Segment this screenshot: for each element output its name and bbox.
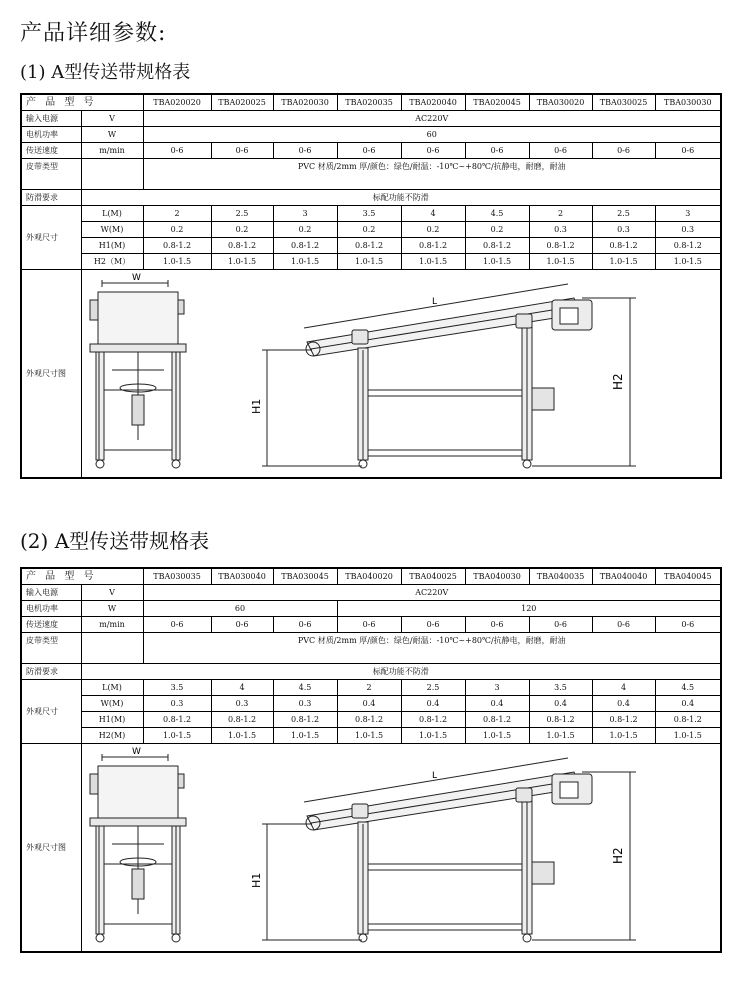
spec-table-2-block	[20, 567, 720, 953]
section-1-heading: (1) A型传送带规格表	[20, 62, 191, 83]
spec-table	[20, 93, 722, 479]
anti-slip-row	[21, 664, 721, 680]
conveyor-dimension-drawing	[82, 270, 720, 477]
model-cell: TBA020030	[273, 94, 337, 111]
model-cell: TBA020025	[211, 94, 273, 111]
dimension-row	[21, 206, 721, 222]
dimension-cell: 0.8-1.2	[337, 712, 401, 728]
length-dimension-label: L	[431, 297, 437, 307]
dimension-cell: 1.0-1.5	[273, 728, 337, 744]
dimension-cell: 1.0-1.5	[337, 728, 401, 744]
dimension-cell: 0.8-1.2	[143, 712, 211, 728]
drawing-label: 外观尺寸图	[21, 270, 81, 479]
dimension-cell: 0.2	[465, 222, 529, 238]
spec-table	[20, 567, 722, 953]
dimension-cell: 2.5	[592, 206, 655, 222]
dimension-cell: 1.0-1.5	[143, 728, 211, 744]
dimension-cell: 1.0-1.5	[401, 728, 465, 744]
dimension-row	[21, 680, 721, 696]
motor-power-label: 电机功率	[21, 127, 81, 143]
dimension-cell: 0.3	[211, 696, 273, 712]
dimension-unit: H1(M)	[81, 238, 143, 254]
dimension-unit: W(M)	[81, 696, 143, 712]
dimension-row	[21, 222, 721, 238]
dimension-cell: 0.2	[143, 222, 211, 238]
model-cell: TBA020020	[143, 94, 211, 111]
dimension-cell: 1.0-1.5	[273, 254, 337, 270]
spec-table-1-block	[20, 93, 720, 479]
speed-cell: 0-6	[465, 617, 529, 633]
model-cell: TBA020040	[401, 94, 465, 111]
model-row	[21, 94, 721, 111]
end-view-drawing	[90, 280, 186, 468]
speed-cell: 0-6	[143, 617, 211, 633]
dimension-cell: 3	[273, 206, 337, 222]
model-cell: TBA030030	[655, 94, 721, 111]
speed-cell: 0-6	[465, 143, 529, 159]
dimension-unit: W(M)	[81, 222, 143, 238]
speed-cell: 0-6	[655, 143, 721, 159]
dimension-cell: 0.8-1.2	[592, 238, 655, 254]
model-header-label: 产 品 型 号	[21, 94, 143, 111]
model-cell: TBA030045	[273, 568, 337, 585]
dimension-cell: 0.8-1.2	[273, 238, 337, 254]
dimension-cell: 1.0-1.5	[143, 254, 211, 270]
dimension-cell: 0.4	[401, 696, 465, 712]
speed-cell: 0-6	[211, 143, 273, 159]
model-cell: TBA040035	[529, 568, 592, 585]
dimension-cell: 0.8-1.2	[465, 712, 529, 728]
dimension-cell: 0.3	[273, 696, 337, 712]
speed-row	[21, 617, 721, 633]
model-header-label: 产 品 型 号	[21, 568, 143, 585]
motor-power-row	[21, 127, 721, 143]
belt-type-row	[21, 633, 721, 664]
speed-cell: 0-6	[337, 143, 401, 159]
dimension-cell: 0.2	[211, 222, 273, 238]
dimension-row	[21, 254, 721, 270]
end-view-drawing	[90, 754, 186, 942]
dimension-cell: 0.3	[529, 222, 592, 238]
speed-cell: 0-6	[529, 143, 592, 159]
dimension-cell: 2	[337, 680, 401, 696]
input-power-value: AC220V	[143, 111, 721, 127]
dimension-cell: 4	[592, 680, 655, 696]
dimension-row	[21, 696, 721, 712]
length-dimension-label: L	[431, 771, 437, 781]
dimension-cell: 0.8-1.2	[465, 238, 529, 254]
h1-dimension-label: H1	[249, 872, 263, 888]
dimension-cell: 0.8-1.2	[273, 712, 337, 728]
section-2-heading: (2) A型传送带规格表	[20, 529, 210, 553]
motor-power-row	[21, 601, 721, 617]
dimension-cell: 1.0-1.5	[337, 254, 401, 270]
speed-cell: 0-6	[143, 143, 211, 159]
dimension-cell: 1.0-1.5	[465, 254, 529, 270]
dimension-cell: 0.4	[465, 696, 529, 712]
conveyor-dimension-drawing	[82, 744, 720, 951]
drawing-row	[21, 744, 721, 953]
belt-type-label: 皮带类型	[21, 159, 81, 190]
drawing-row	[21, 270, 721, 479]
speed-cell: 0-6	[273, 617, 337, 633]
dimension-cell: 1.0-1.5	[401, 254, 465, 270]
dimension-cell: 4.5	[273, 680, 337, 696]
input-power-label: 输入电源	[21, 111, 81, 127]
width-dimension-label: W	[131, 273, 141, 283]
motor-power-label: 电机功率	[21, 601, 81, 617]
dimension-cell: 0.3	[592, 222, 655, 238]
dimension-cell: 0.4	[337, 696, 401, 712]
model-cell: TBA020045	[465, 94, 529, 111]
anti-slip-row	[21, 190, 721, 206]
dimension-cell: 0.8-1.2	[143, 238, 211, 254]
belt-type-value: PVC 材质/2mm 厚/颜色：绿色/耐温：-10℃~+80℃/抗静电，耐磨，耐油	[143, 159, 721, 190]
dimension-cell: 0.8-1.2	[211, 712, 273, 728]
speed-cell: 0-6	[655, 617, 721, 633]
dimension-cell: 1.0-1.5	[529, 728, 592, 744]
speed-cell: 0-6	[529, 617, 592, 633]
dimension-cell: 0.4	[592, 696, 655, 712]
anti-slip-label: 防滑要求	[21, 664, 81, 680]
speed-cell: 0-6	[592, 617, 655, 633]
belt-type-value: PVC 材质/2mm 厚/颜色：绿色/耐温：-10℃~+80℃/抗静电，耐磨，耐油	[143, 633, 721, 664]
dimension-cell: 3.5	[143, 680, 211, 696]
dimension-cell: 2	[143, 206, 211, 222]
h1-dimension-label: H1	[249, 398, 263, 414]
dimensions-label: 外观尺寸	[21, 206, 81, 270]
model-cell: TBA040040	[592, 568, 655, 585]
belt-type-label: 皮带类型	[21, 633, 81, 664]
dimension-unit: L(M)	[81, 680, 143, 696]
speed-unit: m/min	[81, 617, 143, 633]
model-cell: TBA040020	[337, 568, 401, 585]
motor-power-value: 60	[143, 601, 337, 617]
drawing-label: 外观尺寸图	[21, 744, 81, 953]
dimension-cell: 3	[465, 680, 529, 696]
dimension-cell: 0.8-1.2	[337, 238, 401, 254]
dimension-cell: 0.8-1.2	[211, 238, 273, 254]
speed-cell: 0-6	[211, 617, 273, 633]
dimension-row	[21, 728, 721, 744]
speed-cell: 0-6	[401, 143, 465, 159]
speed-unit: m/min	[81, 143, 143, 159]
dimension-cell: 1.0-1.5	[592, 728, 655, 744]
anti-slip-label: 防滑要求	[21, 190, 81, 206]
model-cell: TBA030025	[592, 94, 655, 111]
input-power-row	[21, 585, 721, 601]
dimension-cell: 4.5	[465, 206, 529, 222]
dimension-cell: 4	[211, 680, 273, 696]
dimension-cell: 3.5	[337, 206, 401, 222]
speed-label: 传送速度	[21, 617, 81, 633]
dimension-cell: 2	[529, 206, 592, 222]
dimension-unit: H2(M)	[81, 728, 143, 744]
h2-dimension-label: H2	[610, 373, 625, 390]
speed-row	[21, 143, 721, 159]
dimension-cell: 0.8-1.2	[592, 712, 655, 728]
dimension-cell: 0.8-1.2	[655, 712, 721, 728]
dimension-cell: 0.8-1.2	[401, 238, 465, 254]
dimension-cell: 0.3	[655, 222, 721, 238]
model-cell: TBA030040	[211, 568, 273, 585]
dimension-cell: 1.0-1.5	[211, 254, 273, 270]
model-cell: TBA020035	[337, 94, 401, 111]
dimension-cell: 0.4	[655, 696, 721, 712]
anti-slip-value: 标配功能不防滑	[81, 190, 721, 206]
input-power-unit: V	[81, 111, 143, 127]
dimension-unit: H2（M）	[81, 254, 143, 270]
model-cell: TBA030035	[143, 568, 211, 585]
dimension-cell: 0.8-1.2	[401, 712, 465, 728]
model-cell: TBA030020	[529, 94, 592, 111]
dimension-cell: 3.5	[529, 680, 592, 696]
side-view-drawing	[262, 758, 636, 942]
dimension-cell: 3	[655, 206, 721, 222]
input-power-label: 输入电源	[21, 585, 81, 601]
dimensions-label: 外观尺寸	[21, 680, 81, 744]
model-row	[21, 568, 721, 585]
input-power-unit: V	[81, 585, 143, 601]
dimension-unit: L(M)	[81, 206, 143, 222]
motor-power-unit: W	[81, 601, 143, 617]
dimension-cell: 0.8-1.2	[529, 712, 592, 728]
speed-cell: 0-6	[337, 617, 401, 633]
dimension-cell: 0.3	[143, 696, 211, 712]
dimension-cell: 1.0-1.5	[465, 728, 529, 744]
side-view-drawing	[262, 284, 636, 468]
dimension-cell: 0.8-1.2	[529, 238, 592, 254]
model-cell: TBA040045	[655, 568, 721, 585]
motor-power-unit: W	[81, 127, 143, 143]
h2-dimension-label: H2	[610, 847, 625, 864]
dimension-cell: 0.2	[337, 222, 401, 238]
dimension-cell: 0.4	[529, 696, 592, 712]
input-power-row	[21, 111, 721, 127]
dimension-cell: 0.8-1.2	[655, 238, 721, 254]
belt-type-row	[21, 159, 721, 190]
dimension-cell: 1.0-1.5	[529, 254, 592, 270]
dimension-row	[21, 238, 721, 254]
dimension-cell: 1.0-1.5	[655, 728, 721, 744]
dimension-cell: 1.0-1.5	[655, 254, 721, 270]
motor-power-value: 60	[143, 127, 721, 143]
model-cell: TBA040030	[465, 568, 529, 585]
dimension-cell: 4.5	[655, 680, 721, 696]
dimension-cell: 4	[401, 206, 465, 222]
dimension-cell: 1.0-1.5	[211, 728, 273, 744]
speed-cell: 0-6	[592, 143, 655, 159]
dimension-cell: 1.0-1.5	[592, 254, 655, 270]
dimension-cell: 2.5	[401, 680, 465, 696]
dimension-unit: H1(M)	[81, 712, 143, 728]
input-power-value: AC220V	[143, 585, 721, 601]
dimension-cell: 0.2	[273, 222, 337, 238]
speed-cell: 0-6	[401, 617, 465, 633]
model-cell: TBA040025	[401, 568, 465, 585]
dimension-cell: 0.2	[401, 222, 465, 238]
dimension-cell: 2.5	[211, 206, 273, 222]
dimension-row	[21, 712, 721, 728]
anti-slip-value: 标配功能不防滑	[81, 664, 721, 680]
page-title: 产品详细参数:	[20, 21, 167, 46]
motor-power-value: 120	[337, 601, 721, 617]
speed-cell: 0-6	[273, 143, 337, 159]
speed-label: 传送速度	[21, 143, 81, 159]
width-dimension-label: W	[131, 747, 141, 757]
